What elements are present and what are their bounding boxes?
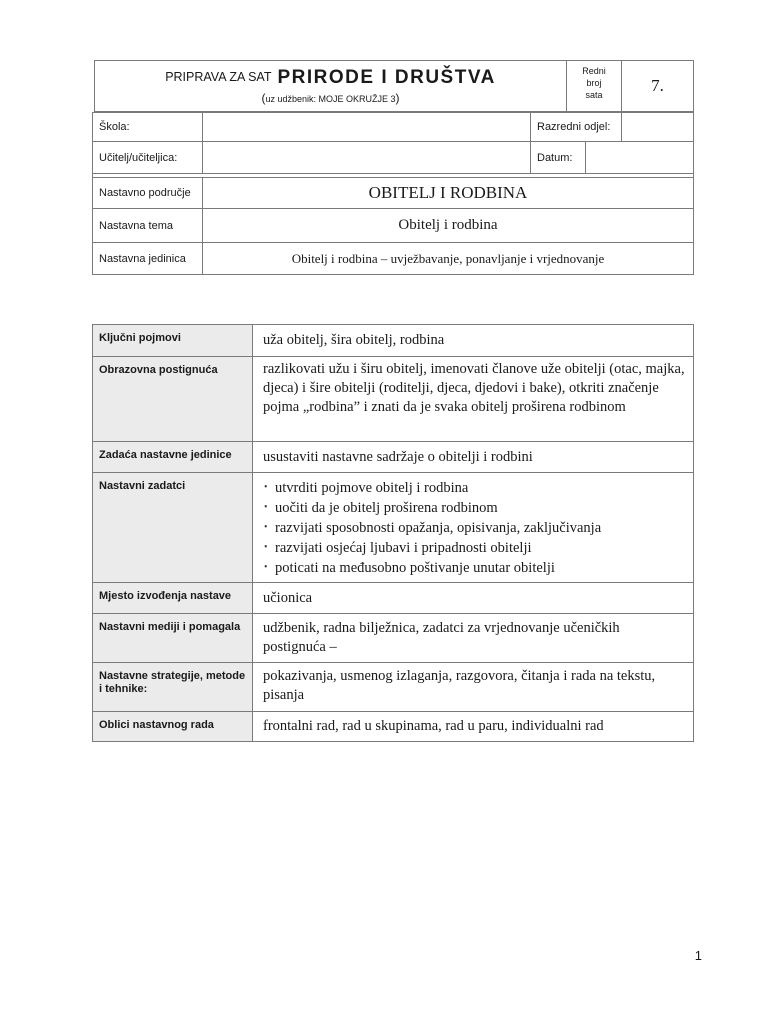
nastavni-zadatci-label: Nastavni zadatci — [92, 472, 253, 583]
mjesto-value: učionica — [252, 582, 694, 614]
jedinica-label: Nastavna jedinica — [92, 242, 203, 275]
oblici-value: frontalni rad, rad u skupinama, rad u paru, individualni rad — [252, 711, 694, 742]
ucitelj-label: Učitelj/učiteljica: — [92, 141, 203, 174]
datum-label: Datum: — [530, 141, 586, 174]
header-textbook: uz udžbenik: MOJE OKRUŽJE 3 — [265, 94, 396, 104]
redni-label-line-3: sata — [585, 90, 603, 100]
podrucje-value: OBITELJ I RODBINA — [202, 177, 694, 209]
strategije-label: Nastavne strategije, metode i tehnike: — [92, 662, 253, 712]
list-item: • utvrditi pojmove obitelj i rodbina — [263, 478, 685, 498]
page-number: 1 — [694, 948, 702, 963]
obrazovna-postignuca-value: razlikovati užu i širu obitelj, imenovati članove uže obitelji (otac, majka, djeca) i šire obitelji (roditelji, djeca, djedovi i bake), otkriti značenje pojma „rodbina” i znati da je svaka obitelj proširena rodbinom — [252, 356, 694, 442]
ucitelj-field[interactable] — [202, 141, 531, 174]
zadaca-label: Zadaća nastavne jedinice — [92, 441, 253, 473]
list-item: • uočiti da je obitelj proširena rodbinom — [263, 498, 685, 518]
mediji-value: udžbenik, radna bilježnica, zadatci za vrjednovanje učeničkih postignuća – — [252, 613, 694, 663]
header-subject: PRIRODE I DRUŠTVA — [277, 67, 496, 88]
mediji-label: Nastavni mediji i pomagala — [92, 613, 253, 663]
kljucni-pojmovi-label: Ključni pojmovi — [92, 324, 253, 357]
razredni-odjel-field[interactable] — [621, 112, 694, 142]
razredni-odjel-label: Razredni odjel: — [530, 112, 622, 142]
open-paren: ( — [261, 91, 266, 105]
header-title-box — [94, 60, 566, 112]
jedinica-value: Obitelj i rodbina – uvježbavanje, ponavljanje i vrjednovanje — [202, 242, 694, 275]
nastavni-zadatci-value — [252, 472, 694, 583]
zadaca-value: usustaviti nastavne sadržaje o obitelji i rodbini — [252, 441, 694, 473]
mjesto-label: Mjesto izvođenja nastave — [92, 582, 253, 614]
redni-label-line-1: Redni — [582, 66, 606, 76]
header-prefix: PRIPRAVA ZA SAT — [165, 70, 272, 84]
obrazovna-postignuca-label: Obrazovna postignuća — [92, 356, 253, 442]
zadatci-list — [263, 478, 685, 578]
datum-field[interactable] — [585, 141, 694, 174]
list-item: • razvijati sposobnosti opažanja, opisivanja, zaključivanja — [263, 518, 685, 538]
header-textbook-line — [95, 91, 566, 105]
header-title — [95, 67, 566, 89]
lesson-number: 7. — [621, 60, 694, 112]
close-paren: ) — [395, 91, 400, 105]
tema-value: Obitelj i rodbina — [202, 208, 694, 243]
kljucni-pojmovi-value: uža obitelj, šira obitelj, rodbina — [252, 324, 694, 357]
list-item: • poticati na međusobno poštivanje unutar obitelji — [263, 558, 685, 578]
redni-broj-label — [566, 60, 622, 112]
podrucje-label: Nastavno područje — [92, 177, 203, 209]
redni-label-line-2: broj — [586, 78, 602, 88]
strategije-value: pokazivanja, usmenog izlaganja, razgovora, čitanja i rada na tekstu, pisanja — [252, 662, 694, 712]
skola-field[interactable] — [202, 112, 531, 142]
skola-label: Škola: — [92, 112, 203, 142]
tema-label: Nastavna tema — [92, 208, 203, 243]
oblici-label: Oblici nastavnog rada — [92, 711, 253, 742]
list-item: • razvijati osjećaj ljubavi i pripadnosti obitelji — [263, 538, 685, 558]
